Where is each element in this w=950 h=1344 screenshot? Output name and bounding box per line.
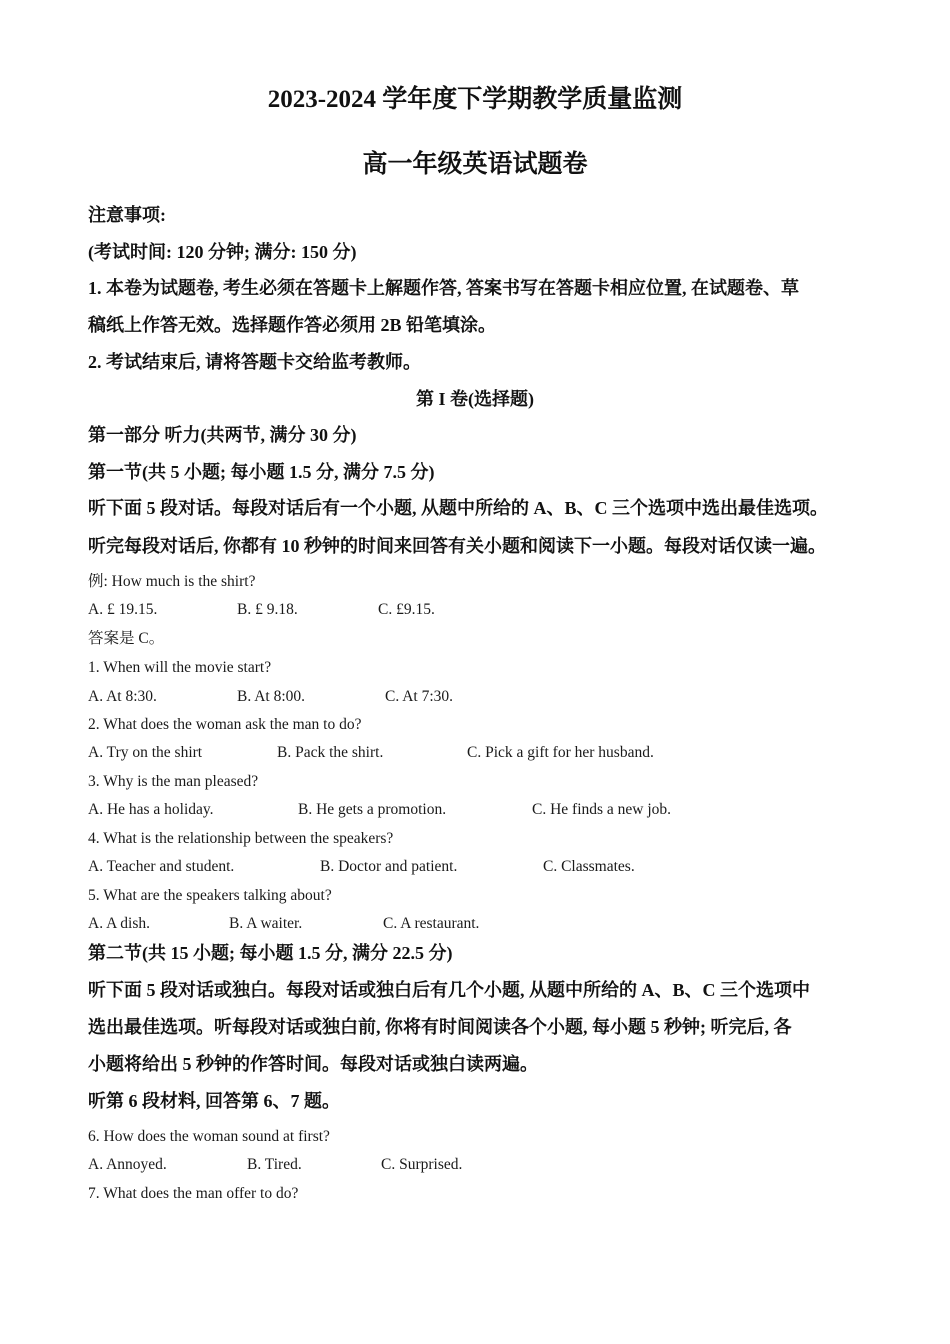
section2-instruction-line-2: 选出最佳选项。听每段对话或独白前, 你将有时间阅读各个小题, 每小题 5 秒钟; 听完后, 各 — [88, 1017, 792, 1037]
exam-info: (考试时间: 120 分钟; 满分: 150 分) — [88, 242, 357, 262]
question-1-option-c: C. At 7:30. — [385, 688, 454, 705]
question-4-option-b: B. Doctor and patient. — [320, 858, 458, 875]
question-2-option-a: A. Try on the shirt — [88, 744, 203, 761]
notice-rule-1-line-2: 稿纸上作答无效。选择题作答必须用 2B 铅笔填涂。 — [88, 315, 497, 335]
question-2-option-c: C. Pick a gift for her husband. — [467, 744, 654, 761]
question-3-option-c: C. He finds a new job. — [532, 801, 672, 818]
section2-heading: 第二节(共 15 小题; 每小题 1.5 分, 满分 22.5 分) — [88, 943, 453, 963]
question-2-option-b: B. Pack the shirt. — [277, 744, 384, 761]
section1-instruction-line-1: 听下面 5 段对话。每段对话后有一个小题, 从题中所给的 A、B、C 三个选项中选出最佳选项。 — [88, 498, 828, 518]
question-1-options — [0, 689, 950, 707]
question-2: 2. What does the woman ask the man to do? — [88, 716, 362, 733]
section2-instruction-line-3: 小题将给出 5 秒钟的作答时间。每段对话或独白读两遍。 — [88, 1054, 538, 1074]
question-5-option-a: A. A dish. — [88, 915, 151, 932]
part1-heading: 第一部分 听力(共两节, 满分 30 分) — [88, 425, 357, 445]
section1-heading: 第一节(共 5 小题; 每小题 1.5 分, 满分 7.5 分) — [88, 462, 435, 482]
notice-heading: 注意事项: — [88, 205, 166, 225]
question-5: 5. What are the speakers talking about? — [88, 887, 332, 904]
question-4-option-c: C. Classmates. — [543, 858, 635, 875]
question-6-option-b: B. Tired. — [247, 1156, 302, 1173]
question-1-option-b: B. At 8:00. — [237, 688, 306, 705]
question-7: 7. What does the man offer to do? — [88, 1185, 299, 1202]
question-6-options — [0, 1157, 950, 1175]
question-5-option-b: B. A waiter. — [229, 915, 303, 932]
volume-title: 第 I 卷(选择题) — [416, 389, 534, 409]
question-2-options — [0, 745, 950, 763]
example-option-b: B. £ 9.18. — [237, 601, 298, 618]
question-3-options — [0, 802, 950, 820]
question-4: 4. What is the relationship between the speakers? — [88, 830, 394, 847]
question-4-options — [0, 859, 950, 877]
question-6-option-c: C. Surprised. — [381, 1156, 463, 1173]
question-6: 6. How does the woman sound at first? — [88, 1128, 330, 1145]
example-option-a: A. £ 19.15. — [88, 601, 158, 618]
question-5-options — [0, 916, 950, 934]
notice-rule-2: 2. 考试结束后, 请将答题卡交给监考教师。 — [88, 352, 421, 372]
question-3-option-a: A. He has a holiday. — [88, 801, 214, 818]
example-answer: 答案是 C。 — [88, 630, 165, 647]
notice-rule-1-line-1: 1. 本卷为试题卷, 考生必须在答题卡上解题作答, 答案书写在答题卡相应位置, 在试题卷、草 — [88, 278, 799, 298]
section2-instruction-line-1: 听下面 5 段对话或独白。每段对话或独白后有几个小题, 从题中所给的 A、B、C 三个选项中 — [88, 980, 811, 1000]
question-1-option-a: A. At 8:30. — [88, 688, 157, 705]
example-option-c: C. £9.15. — [378, 601, 435, 618]
exam-title-line2: 高一年级英语试题卷 — [362, 151, 588, 178]
question-5-option-c: C. A restaurant. — [383, 915, 480, 932]
section1-instruction-line-2: 听完每段对话后, 你都有 10 秒钟的时间来回答有关小题和阅读下一小题。每段对话仅读一遍。 — [88, 536, 826, 556]
question-1: 1. When will the movie start? — [88, 659, 272, 676]
question-3-option-b: B. He gets a promotion. — [298, 801, 447, 818]
question-6-option-a: A. Annoyed. — [88, 1156, 167, 1173]
example-options — [0, 602, 950, 620]
exam-title-line1: 2023-2024 学年度下学期教学质量监测 — [267, 86, 683, 113]
question-4-option-a: A. Teacher and student. — [88, 858, 235, 875]
question-3: 3. Why is the man pleased? — [88, 773, 259, 790]
example-question: 例: How much is the shirt? — [88, 573, 256, 590]
material-6-note: 听第 6 段材料, 回答第 6、7 题。 — [88, 1091, 340, 1111]
